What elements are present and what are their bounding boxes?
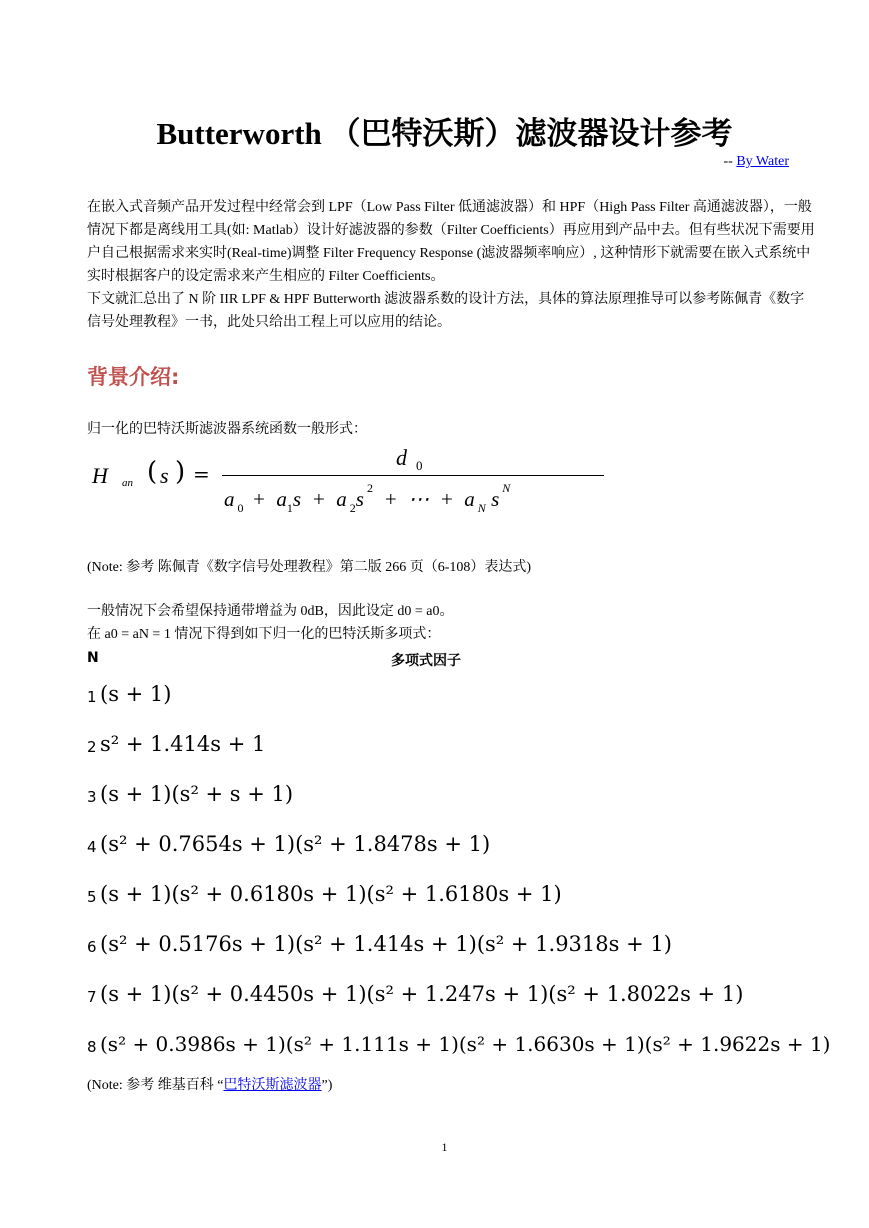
table-header-n: N (87, 650, 99, 666)
formula-arg: s (160, 463, 169, 488)
intro-text-1: 在嵌入式音频产品开发过程中经常会到 LPF（Low Pass Filter 低通滤波器）和 HPF（High Pass Filter 高通滤波器），一般情况下都是离线用工具(如: Matlab）设计好滤波器的参数（Filter Coefficients）再应用到产品中去。但有些状况下需要用户自己根据需求来实时(Real-time)调整 Filter Frequency Response (滤波器频率响应）, 这种情形下就需要在嵌入式系统中实时根据客户的设定需求来产生相应的 Filter Coefficients。 (87, 200, 815, 284)
row-poly: (s + 1)(s² + 0.6180s + 1)(s² + 1.6180s + 1) (100, 882, 562, 906)
author-link[interactable]: By Water (736, 154, 789, 169)
formula-lhs: H (92, 463, 108, 488)
row-poly: s² + 1.414s + 1 (100, 732, 266, 756)
condition-text: 在 a0 = aN = 1 情况下得到如下归一化的巴特沃斯多项式： (87, 627, 441, 642)
row-n: 7 (87, 988, 97, 1006)
note-reference: (Note: 参考 陈佩青《数字信号处理教程》第二版 266 页（6-108）表达式) (87, 560, 532, 575)
formula-close-paren: ) (175, 457, 186, 487)
row-poly: (s + 1)(s² + s + 1) (100, 782, 294, 806)
byline (724, 154, 790, 170)
row-n: 1 (87, 688, 97, 706)
page-number: 1 (441, 1140, 448, 1154)
formula-intro: 归一化的巴特沃斯滤波器系统函数一般形式： (87, 422, 367, 437)
formula-denominator: a $_0 + a_1s + a$ $_2$s $^2$ + ⋯ + a $_N$ s $^N$ (224, 481, 511, 515)
row-n: 6 (87, 938, 97, 956)
row-n: 3 (87, 788, 97, 806)
wiki-note-suffix: ”) (321, 1078, 333, 1093)
formula-equals: = (193, 462, 210, 486)
row-poly: (s² + 0.5176s + 1)(s² + 1.414s + 1)(s² + 1.9318s + 1) (100, 932, 672, 956)
gain-text: 一般情况下会希望保持通带增益为 0dB，因此设定 d0 = a0。 (87, 604, 454, 619)
intro-text-2: 下文就汇总出了 N 阶 IIR LPF & HPF Butterworth 滤波器系数的设计方法，具体的算法原理推导可以参考陈佩青《数字信号处理教程》一书，此处只给出工程上可以应用的结论。 (87, 292, 805, 330)
intro-paragraph (87, 196, 817, 334)
document-title: Butterworth （巴特沃斯）滤波器设计参考 (156, 116, 733, 151)
row-poly: (s² + 0.3986s + 1)(s² + 1.111s + 1)(s² + 1.6630s + 1)(s² + 1.9622s + 1) (100, 1032, 831, 1056)
row-n: 5 (87, 888, 97, 906)
wiki-note-prefix: (Note: 参考 维基百科 “ (87, 1078, 224, 1093)
fraction-bar (222, 475, 604, 476)
formula-numerator: d (396, 445, 407, 470)
row-poly: (s + 1)(s² + 0.4450s + 1)(s² + 1.247s + 1)(s² + 1.8022s + 1) (100, 982, 744, 1006)
table-header-poly: 多项式因子 (391, 653, 461, 669)
row-n: 2 (87, 738, 97, 756)
row-n: 4 (87, 838, 97, 856)
row-poly: (s + 1) (100, 682, 172, 706)
wiki-link[interactable]: 巴特沃斯滤波器 (223, 1078, 322, 1093)
transfer-function-formula (92, 445, 612, 515)
row-n: 8 (87, 1038, 97, 1056)
byline-prefix: -- (723, 154, 733, 169)
row-poly: (s² + 0.7654s + 1)(s² + 1.8478s + 1) (100, 832, 491, 856)
formula-open-paren: ( (147, 457, 158, 487)
section-heading: 背景介绍: (87, 365, 180, 389)
formula-numerator-subscript: 0 (416, 458, 423, 473)
wiki-note (87, 1074, 332, 1094)
formula-lhs-subscript: an (122, 477, 133, 489)
